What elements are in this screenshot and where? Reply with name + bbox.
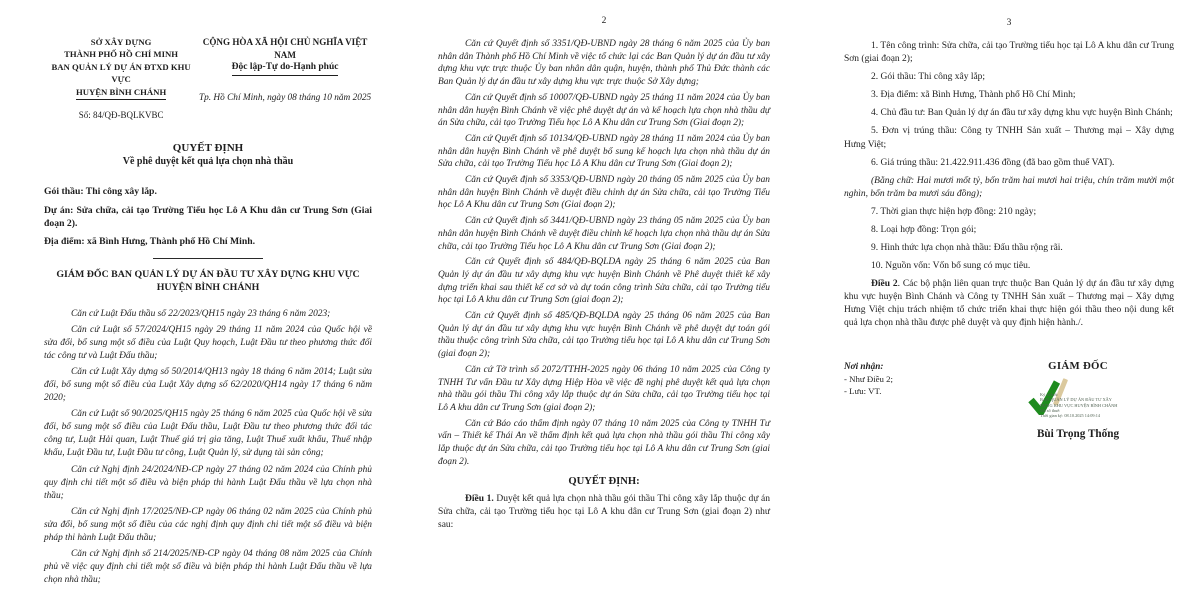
digital-signature-stamp [982,377,1174,427]
decision-item: 6. Giá trúng thầu: 21.422.911.436 đồng (đã bao gồm thuế VAT). [871,157,1115,168]
place-date-line: Tp. Hồ Chí Minh, ngày 08 tháng 10 năm 2025 [198,93,372,103]
legal-basis-paragraph: Căn cứ Quyết định số 3351/QĐ-UBND ngày 28 tháng 6 năm 2025 của Ủy ban nhân dân Thành phố Hồ Chí Minh về việc tổ chức lại các Ban Quản lý dự án đầu tư xây dựng khu vực trực thuộc Ủy ban nhân dân quận, huyện, thành phố Thủ Đức thành các Ban Quản lý dự án đầu tư xây dựng khu vực trực thuộc Sở Xây dựng; [438,39,770,88]
decision-item: 3. Địa điểm: xã Bình Hưng, Thành phố Hồ Chí Minh; [871,90,1076,101]
decision-item: 4. Chủ đầu tư: Ban Quản lý dự án đầu tư xây dựng khu vực huyện Bình Chánh; [871,108,1173,119]
project-info-block [44,185,372,248]
document-page-2 [400,0,800,601]
legal-basis-paragraph: Căn cứ Báo cáo thẩm định ngày 07 tháng 10 năm 2025 của Công ty TNHH Tư vấn – Thiết kế Thái An về thẩm định kết quả lựa chọn nhà thầu gói thầu Thi công xây lắp thuộc dự án Sửa chữa, cải tạo Trường tiểu học tại Lô A khu dân cư Trung Sơn (giai đoạn 2). [438,418,770,467]
document-page-1 [0,0,400,601]
digital-signature-text: Ký số bởi: BAN QUẢN LÝ DỰ ÁN ĐẦU TƯ XÂY DỰNG KHU VỰC HUYỆN BÌNH CHÁNH Mã số thuế: Thời gian ký: 08.10.2025 14:09:14 [1040,392,1118,419]
decision-item: 2. Gói thầu: Thi công xây lắp; [871,72,986,83]
page-number: 2 [601,16,607,26]
signer-name: Bùi Trọng Thống [1036,428,1120,441]
page-number: 3 [1006,18,1012,28]
legal-basis-paragraph: Căn cứ Nghị định 24/2024/NĐ-CP ngày 27 tháng 02 năm 2024 của Chính phủ quy định chi tiết một số điều và biện pháp thi hành Luật Đấu thầu về lựa chọn nhà thầu; [44,464,372,501]
legal-basis-paragraph: Căn cứ Luật Xây dựng số 50/2014/QH13 ngày 18 tháng 6 năm 2014; Luật sửa đổi, bổ sung một số điều của Luật Xây dựng số 62/2020/QH14 ngày 17 tháng 6 năm 2020; [44,367,372,404]
decision-item: 1. Tên công trình: Sửa chữa, cải tạo Trường tiểu học tại Lô A khu dân cư Trung Sơn (giai đoạn 2); [844,41,1174,65]
decision-item: 5. Đơn vị trúng thầu: Công ty TNHH Sản xuất – Thương mại – Xây dựng Hưng Việt; [844,126,1174,150]
decision-item: 7. Thời gian thực hiện hợp đồng: 210 ngày; [871,207,1037,218]
article-2-text: . Các bộ phận liên quan trực thuộc Ban Quản lý dự án đầu tư xây dựng khu vực huyện Bình Chánh và Công ty TNHH Sản xuất – Thương mại – Xây dựng Hưng Việt chịu trách nhiệm tổ chức triển khai thực hiện gói thầu theo nội dung kết quả lựa chọn nhà thầu được phê duyệt và quy định hiện hành./. [844,279,1175,329]
legal-basis-paragraph: Căn cứ Quyết định số 3441/QĐ-UBND ngày 23 tháng 05 năm 2025 của Ủy ban nhân dân huyện Bình Chánh về duyệt điều chỉnh kế hoạch lựa chọn nhà thầu dự án Sửa chữa, cải tạo Trường Tiểu học Lô A Khu dân cư Trung Sơn (Giai đoạn 2); [438,216,770,252]
legal-basis-section-p1 [44,308,372,587]
legal-basis-paragraph: Căn cứ Quyết định số 3353/QĐ-UBND ngày 20 tháng 05 năm 2025 của Ủy ban nhân dân huyện Bình Chánh về duyệt điều chỉnh dự án Sửa chữa, cải tạo Trường Tiểu học Lô A Khu dân cư Trung Sơn (Giai đoạn 2); [438,175,770,211]
national-title: CỘNG HÒA XÃ HỘI CHỦ NGHĨA VIỆT NAM [202,37,368,60]
signature-block [982,360,1174,440]
recipients-block [844,360,893,440]
national-header-block [198,36,372,121]
document-title: QUYẾT ĐỊNH [172,142,244,155]
document-number: Số: 84/QĐ-BQLKVBC [78,110,164,121]
legal-basis-paragraph: Căn cứ Nghị định 17/2025/NĐ-CP ngày 06 tháng 02 năm 2025 của Chính phủ sửa đổi, bổ sung một số điều của các nghị định quy định chi tiết một số điều và biện pháp thi hành Luật Đấu thầu; [44,506,372,543]
section-divider [153,258,263,259]
decision-item: 10. Nguồn vốn: Vốn bổ sung có mục tiêu. [871,261,1031,272]
location-line: Địa điểm: xã Bình Hưng, Thành phố Hồ Chí Minh. [44,236,256,248]
authority-heading: GIÁM ĐỐC BAN QUẢN LÝ DỰ ÁN ĐẦU TƯ XÂY DỰNG KHU VỰC HUYỆN BÌNH CHÁNH [56,268,360,294]
decision-heading: QUYẾT ĐỊNH: [568,475,640,487]
article-1-paragraph [438,493,770,532]
legal-basis-paragraph: Căn cứ Quyết định số 10007/QĐ-UBND ngày 25 tháng 11 năm 2024 của Ủy ban nhân dân huyện Bình Chánh về việc phê duyệt dự án và kế hoạch lựa chọn nhà thầu dự án Sửa chữa, cải tạo Trường Tiểu học Lô A Khu dân cư Trung Sơn (Giai đoạn 2); [438,92,770,129]
document-page-3 [800,0,1200,601]
article-2-paragraph [844,278,1174,330]
issuing-org-block [44,36,198,121]
national-motto: Độc lập-Tự do-Hạnh phúc [198,61,372,76]
legal-basis-paragraph: Căn cứ Quyết định số 10134/QĐ-UBND ngày 28 tháng 11 năm 2024 của Ủy ban nhân dân huyện Bình Chánh về phê duyệt bổ sung kế hoạch lựa chọn nhà thầu dự án Sửa chữa, cải tạo Trường Tiểu học Lô A Khu dân cư Trung Sơn (Giai đoạn 2); [438,133,770,170]
legal-basis-paragraph: Căn cứ Nghị định số 214/2025/NĐ-CP ngày 04 tháng 08 năm 2025 của Chính phủ về việc quy định chi tiết một số điều và biện pháp thi hành Luật Đấu thầu về lựa chọn nhà thầu; [44,548,372,585]
document-title-block [44,142,372,169]
legal-basis-paragraph: Căn cứ Tờ trình số 2072/TTHH-2025 ngày 06 tháng 10 năm 2025 của Công ty TNHH Tư vấn Đầu tư Xây dựng Hiệp Hòa về việc đề nghị phê duyệt kết quả lựa chọn nhà thầu gói thầu Thi công xây lắp thuộc dự án Sửa chữa, cải tạo Trường tiểu học tại Lô A khu dân cư Trung Sơn (giai đoạn 2); [438,364,770,413]
org-parent-line1: SỞ XÂY DỰNG [90,37,152,47]
page1-header [44,36,372,121]
amount-in-words: (Bằng chữ: Hai mươi mốt tỷ, bốn trăm hai mươi hai triệu, chín trăm mười một nghìn, bốn trăm ba mươi sáu đồng); [844,175,1174,200]
legal-basis-paragraph: Căn cứ Quyết định số 485/QĐ-BQLDA ngày 25 tháng 06 năm 2025 của Ban Quản lý dự án đầu tư xây dựng khu vực huyện Bình Chánh về phê duyệt dự toán gói thầu thuộc công trình Sửa chữa, cải tạo Trường tiểu học tại Lô A khu dân cư Trung Sơn (giai đoạn 2); [438,311,770,360]
decision-items-section [844,40,1174,274]
decision-item: 9. Hình thức lựa chọn nhà thầu: Đấu thầu rộng rãi. [871,243,1063,254]
org-name-line2: HUYỆN BÌNH CHÁNH [44,86,198,100]
org-name-line1: BAN QUẢN LÝ DỰ ÁN ĐTXD KHU VỰC [51,61,191,85]
article-1-label: Điều 1. [465,493,494,504]
document-subtitle: Về phê duyệt kết quả lựa chọn nhà thầu [122,156,294,168]
signature-footer [844,360,1174,440]
article-2-label: Điều 2 [871,279,898,290]
article-1-text: Duyệt kết quả lựa chọn nhà thầu gói thầu Thi công xây lắp thuộc dự án Sửa chữa, cải tạo Trường tiểu học tại Lô A khu dân cư Trung Sơn (giai đoạn 2) như sau: [438,493,770,530]
legal-basis-section-p2 [438,38,770,469]
legal-basis-paragraph: Căn cứ Luật Đấu thầu số 22/2023/QH15 ngày 23 tháng 6 năm 2023; [71,308,331,319]
decision-item: 8. Loại hợp đồng: Trọn gói; [871,225,977,236]
org-parent-line2: THÀNH PHỐ HỒ CHÍ MINH [64,49,179,60]
recipient-line: - Lưu: VT. [844,386,882,397]
legal-basis-paragraph: Căn cứ Quyết định số 484/QĐ-BQLDA ngày 25 tháng 6 năm 2025 của Ban Quản lý dự án đầu tư xây dựng khu vực huyện Bình Chánh về Phê duyệt thiết kế xây dựng triển khai sau thiết kế cơ sở và dự toán công trình Sửa chữa, cải tạo Trường tiểu học tại Lô A khu dân cư Trung Sơn (giai đoạn 2); [438,257,770,306]
legal-basis-paragraph: Căn cứ Luật số 90/2025/QH15 ngày 25 tháng 6 năm 2025 của Quốc hội về sửa đổi, bổ sung một số điều của Luật Đấu thầu, Luật Đầu tư theo phương thức đối tác công tư, Luật Hải quan, Luật Thuế giá trị gia tăng, Luật Thuế xuất khẩu, Thuế nhập khẩu, Luật Đầu tư, Luật Đầu tư công, Luật Quản lý, sử dụng tài sản công; [44,409,372,459]
recipients-label: Nơi nhận: [844,361,884,372]
package-line: Gói thầu: Thi công xây lắp. [44,186,157,198]
legal-basis-paragraph: Căn cứ Luật số 57/2024/QH15 ngày 29 tháng 11 năm 2024 của Quốc hội về sửa đổi, bổ sung một số điều của Luật Quy hoạch, Luật Đầu tư theo phương thức đối tác công tư và Luật Đấu thầu; [44,325,372,361]
signer-title: GIÁM ĐỐC [1048,360,1108,373]
recipient-line: - Như Điều 2; [844,373,893,384]
project-line: Dự án: Sửa chữa, cải tạo Trường Tiểu học Lô A Khu dân cư Trung Sơn (Giai đoạn 2). [44,204,372,230]
